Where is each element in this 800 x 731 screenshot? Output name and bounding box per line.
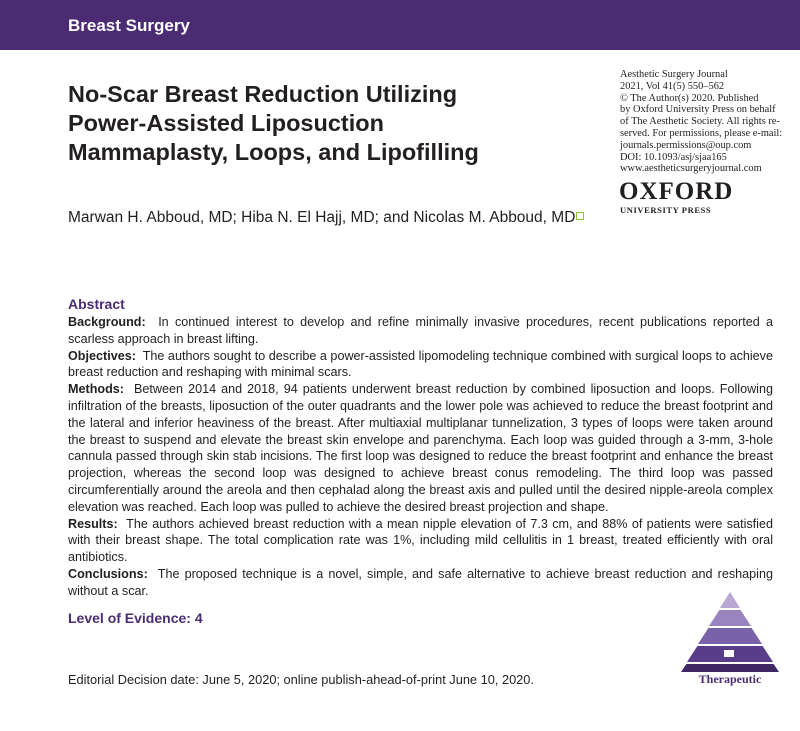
- abstract-text: The proposed technique is a novel, simple, and safe alternative to achieve breast reduction and reshaping without a scar.: [68, 566, 773, 598]
- pyramid-tier-3: [698, 628, 762, 644]
- journal-meta-line: of The Aesthetic Society. All rights re-: [620, 116, 780, 128]
- abstract-body: [68, 314, 773, 600]
- article-title: No-Scar Breast Reduction Utilizing Power-Assisted Liposuction Mammaplasty, Loops, and Lipofilling: [68, 81, 479, 165]
- pyramid-tier-5: [681, 664, 779, 672]
- journal-meta-line: Aesthetic Surgery Journal: [620, 69, 728, 80]
- section-banner: [0, 0, 800, 50]
- abstract-text: Between 2014 and 2018, 94 patients underwent breast reduction by combined liposuction and loops. Following infiltration of the breasts, liposuction of the outer quadrants and the lower pole was achieved to reduce the breast footprint and the lateral and inferior heaviness of the breast. After multiaxial multiplanar tunnelization, 3 types of loops were taken around the breast to suspend and elevate the breast skin envelope and parenchyma. Each loop was guided through a 3-mm, 3-hole cannula passed through skin stab incisions. The first loop was designed to reduce the breast footprint and enhance the breast projection, whereas the second loop was designed to achieve breast conus remodeling. The third loop was passed circumferentially around the areola and then cephalad along the breast axis and pulled until the desired nipple-areola complex elevation was reached. Each loop was pulled to achieve the desired breast projection and shape.: [68, 382, 773, 514]
- authors-text: Marwan H. Abboud, MD; Hiba N. El Hajj, MD; and Nicolas M. Abboud, MD: [68, 209, 576, 226]
- section-label: Breast Surgery: [68, 16, 190, 35]
- abstract-label: Conclusions:: [68, 566, 148, 581]
- abstract-text: The authors sought to describe a power-assisted lipomodeling technique combined with surgical loops to achieve breast reduction and reshaping with minimal scars.: [68, 348, 773, 380]
- oxford-logo-subtitle: UNIVERSITY PRESS: [620, 205, 712, 215]
- journal-meta-line[interactable]: journals.permissions@oup.com: [620, 139, 752, 151]
- abstract-section-conclusions: [68, 566, 773, 600]
- journal-meta-line: served. For permissions, please e-mail:: [620, 127, 783, 139]
- author-list: [68, 209, 584, 227]
- evidence-type-label: Therapeutic: [698, 672, 762, 686]
- level-of-evidence: Level of Evidence: 4: [68, 610, 203, 626]
- abstract-heading: Abstract: [68, 296, 125, 312]
- abstract-text: The authors achieved breast reduction with a mean nipple elevation of 7.3 cm, and 88% of patients were satisfied with their breast shape. The total complication rate was 1%, including mild cellulitis in 1 breast, treated efficiently with oral antibiotics.: [68, 516, 773, 565]
- abstract-label: Objectives:: [68, 348, 136, 363]
- abstract-section-results: [68, 516, 773, 566]
- pyramid-tier-1: [720, 592, 740, 608]
- orcid-icon[interactable]: [576, 212, 584, 220]
- journal-meta-line[interactable]: www.aestheticsurgeryjournal.com: [620, 163, 762, 175]
- journal-meta-line: © The Author(s) 2020. Published: [620, 92, 759, 104]
- abstract-text: In continued interest to develop and refine minimally invasive procedures, recent publications reported a scarless approach in breast lifting.: [68, 315, 773, 346]
- oxford-logo: OXFORD: [619, 178, 734, 205]
- abstract-label: Methods:: [68, 382, 124, 397]
- editorial-decision: Editorial Decision date: June 5, 2020; online publish-ahead-of-print June 10, 2020.: [68, 672, 534, 687]
- abstract-section-methods: [68, 381, 773, 515]
- journal-meta-line: 2021, Vol 41(5) 550–562: [620, 80, 725, 92]
- pyramid-level-marker: [724, 650, 734, 657]
- abstract-label: Results:: [68, 516, 118, 531]
- journal-meta-line: by Oxford University Press on behalf: [620, 104, 776, 116]
- abstract-section-background: [68, 314, 773, 348]
- pyramid-tier-2: [709, 610, 751, 626]
- journal-meta-line[interactable]: DOI: 10.1093/asj/sjaa165: [620, 151, 727, 163]
- abstract-label: Background:: [68, 315, 146, 329]
- abstract-section-objectives: [68, 348, 773, 382]
- journal-meta: [620, 69, 800, 175]
